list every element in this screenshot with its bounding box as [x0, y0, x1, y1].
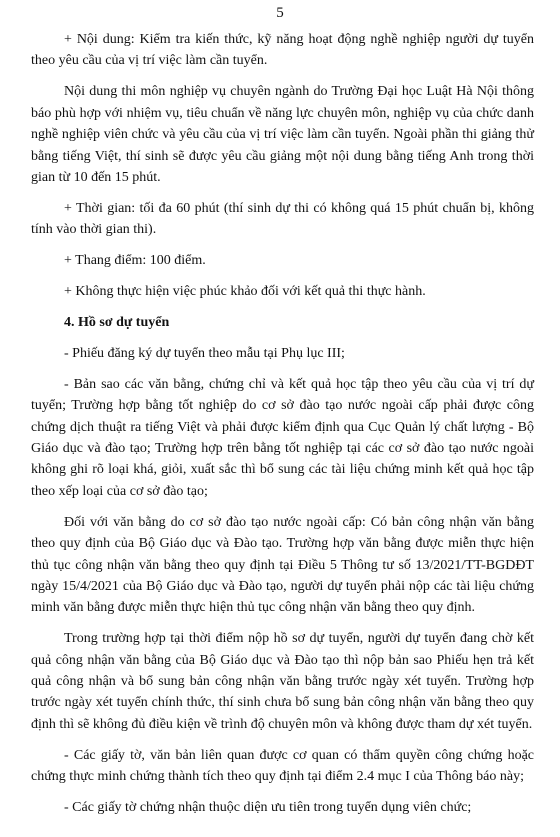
paragraph: + Thang điểm: 100 điểm.	[64, 253, 206, 269]
page-number: 5	[276, 5, 284, 21]
paragraph: - Các giấy tờ chứng nhận thuộc diện ưu tiên trong tuyển dụng viên chức;	[64, 800, 472, 816]
paragraph: - Bản sao các văn bằng, chứng chỉ và kết quả học tập theo yêu cầu của vị trí dự tuyển; Trường hợp bằng tốt nghiệp do cơ sở đào tạo nước ngoài cấp phải được công chứng dịch thuật ra tiếng Việt và phải được kiểm định qua Cục Quản lý chất lượng - Bộ Giáo dục và đào tạo; Trường hợp trên bằng tốt nghiệp tại các cơ sở đào tạo nước ngoài không ghi rõ loại khá, giỏi, xuất sắc thì bổ sung các tài liệu chứng minh kết quả học tập theo xếp loại của cơ sở đào tạo;	[31, 376, 534, 499]
paragraph: + Thời gian: tối đa 60 phút (thí sinh dự thi có không quá 15 phút chuẩn bị, không tính vào thời gian thi).	[31, 200, 534, 238]
paragraph: Trong trường hợp tại thời điểm nộp hồ sơ dự tuyển, người dự tuyển đang chờ kết quả công nhận văn bằng của Bộ Giáo dục và Đào tạo thì nộp bản sao Phiếu hẹn trả kết quả công nhận và bổ sung bản công nhận văn bằng trước ngày xét tuyển. Trường hợp trước ngày xét tuyển chính thức, thí sinh chưa bổ sung bản công nhận văn bằng theo quy định thì sẽ không đủ điều kiện về trình độ chuyên môn và không được tham dự xét tuyển.	[31, 631, 534, 732]
section-heading: 4. Hồ sơ dự tuyển	[64, 314, 170, 330]
paragraph: - Phiếu đăng ký dự tuyển theo mẫu tại Phụ lục III;	[64, 345, 345, 361]
paragraph: Đối với văn bằng do cơ sở đào tạo nước ngoài cấp: Có bản công nhận văn bằng theo quy định của Bộ Giáo dục và Đào tạo. Trường hợp văn bằng được miễn thực hiện thủ tục công nhận văn bằng theo quy định tại Điều 5 Thông tư số 13/2021/TT-BGDĐT ngày 15/4/2021 của Bộ Giáo dục và Đào tạo, người dự tuyển phải nộp các tài liệu chứng minh văn bằng được miễn thực hiện thủ tục công nhận văn bằng theo quy định.	[31, 514, 534, 616]
paragraph: + Không thực hiện việc phúc khảo đối với kết quả thi thực hành.	[64, 284, 426, 300]
paragraph: Nội dung thi môn nghiệp vụ chuyên ngành do Trường Đại học Luật Hà Nội thông báo phù hợp với nhiệm vụ, tiêu chuẩn về năng lực chuyên môn, nghiệp vụ của chức danh nghề nghiệp viên chức và yêu cầu của vị trí việc làm cần tuyển. Ngoài phần thi giảng thử bằng tiếng Việt, thí sinh sẽ được yêu cầu giảng một nội dung bằng tiếng Anh trong thời gian từ 10 đến 15 phút.	[31, 84, 534, 185]
paragraph: + Nội dung: Kiểm tra kiến thức, kỹ năng hoạt động nghề nghiệp người dự tuyển theo yêu cầu của vị trí việc làm cần tuyển.	[31, 32, 534, 69]
paragraph: - Các giấy tờ, văn bản liên quan được cơ quan có thẩm quyền công chứng hoặc chứng thực minh chứng thành tích theo quy định tại điểm 2.4 mục I của Thông báo này;	[31, 747, 534, 785]
document-body	[31, 29, 534, 819]
